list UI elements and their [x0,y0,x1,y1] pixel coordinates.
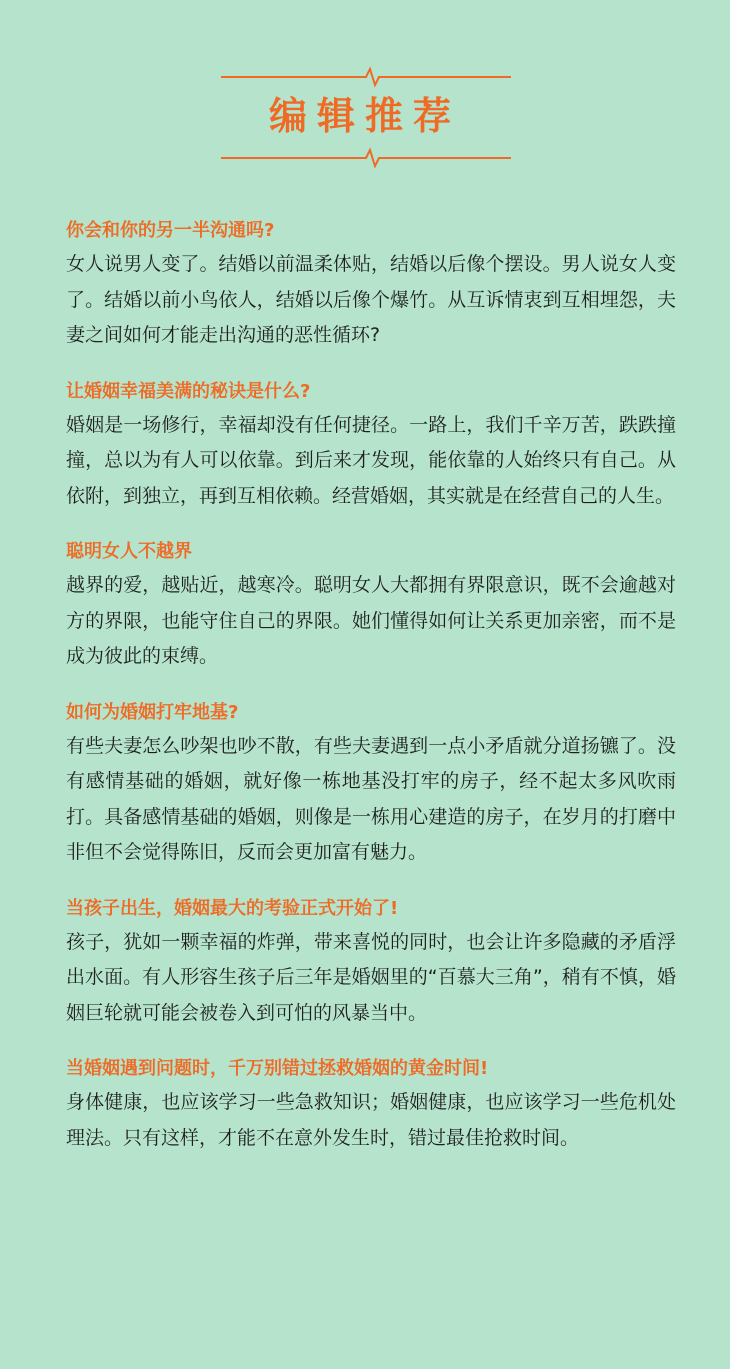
section-body: 身体健康，也应该学习一些急救知识；婚姻健康，也应该学习一些危机处理法。只有这样，才能不在意外发生时，错过最佳抢救时间。 [66,1091,676,1149]
header-top-line [221,69,511,85]
section-body: 孩子，犹如一颗幸福的炸弹，带来喜悦的同时，也会让许多隐藏的矛盾浮出水面。有人形容生孩子后三年是婚姻里的“百慕大三角”，稍有不慎，婚姻巨轮就可能会被卷入到可怕的风暴当中。 [66,930,676,1024]
section-body: 有些夫妻怎么吵架也吵不散，有些夫妻遇到一点小矛盾就分道扬镳了。没有感情基础的婚姻，就好像一栋地基没打牢的房子，经不起太多风吹雨打。具备感情基础的婚姻，则像是一栋用心建造的房子，在岁月的打磨中非但不会觉得陈旧，反而会更加富有魅力。 [66,734,676,863]
section-title: 当婚姻遇到问题时，千万别错过拯救婚姻的黄金时间! [66,1058,489,1079]
section-foundation [66,697,676,871]
section-body: 越界的爱，越贴近，越寒冷。聪明女人大都拥有界限意识，既不会逾越对方的界限，也能守住自己的界限。她们懂得如何让关系更加亲密，而不是成为彼此的束缚。 [66,574,676,667]
section-communication [66,215,676,354]
section-title: 你会和你的另一半沟通吗? [66,220,275,241]
section-boundaries [66,536,676,675]
section-child-birth [66,893,676,1032]
section-body: 婚姻是一场修行，幸福却没有任何捷径。一路上，我们千辛万苦，跌跌撞撞，总以为有人可以依靠。到后来才发现，能依靠的人始终只有自己。从依附，到独立，再到互相依赖。经营婚姻，其实就是在经营自己的人生。 [66,413,676,507]
header-bottom-line [221,150,511,166]
section-title: 如何为婚姻打牢地基? [66,701,239,723]
recommendation-list [66,215,676,1178]
section-title: 当孩子出生，婚姻最大的考验正式开始了! [66,897,399,919]
section-body: 女人说男人变了。结婚以前温柔体贴，结婚以后像个摆设。男人说女人变了。结婚以前小鸟依人，结婚以后像个爆竹。从互诉情衷到互相埋怨，夫妻之间如何才能走出沟通的恶性循环? [66,253,676,346]
section-title: 让婚姻幸福美满的秘诀是什么? [66,380,311,402]
page-title: 编辑推荐 [268,94,461,138]
header-banner [0,0,730,175]
section-title: 聪明女人不越界 [66,541,192,562]
section-happiness-secret [66,376,676,515]
section-golden-time [66,1053,676,1156]
